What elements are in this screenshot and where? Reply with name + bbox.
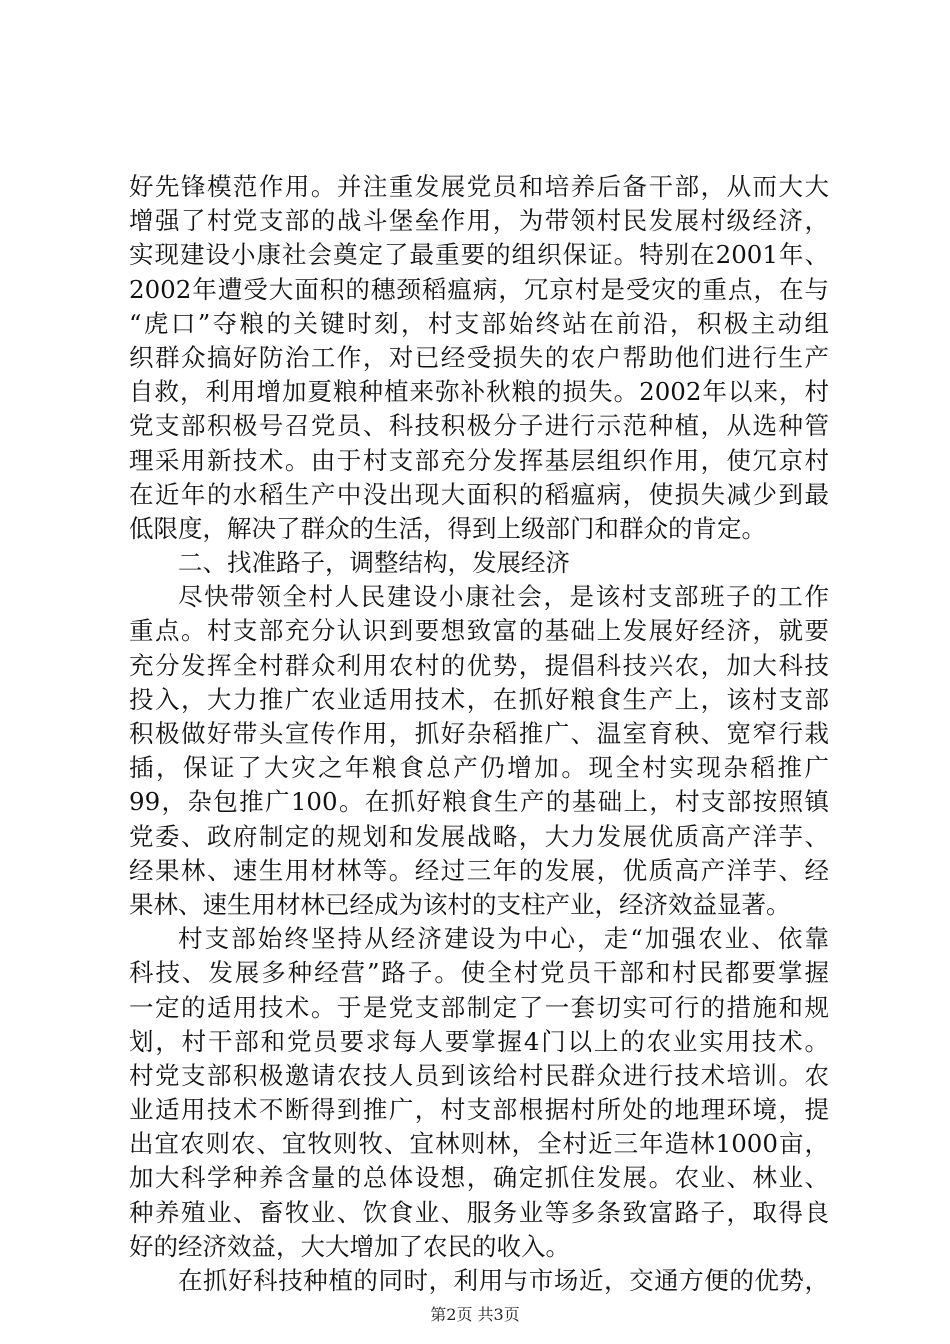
text-line: 好先锋模范作用。并注重发展党员和培养后备干部，从而大大 [129, 172, 829, 201]
text-line: 99，杂包推广100。在抓好粮食生产的基础上，村支部按照镇 [129, 787, 829, 817]
text-line: 经果林、速生用材林等。经过三年的发展，优质高产洋芋、经 [129, 855, 829, 885]
text-line: 村党支部积极邀请农技人员到该给村民群众进行技术培训。农 [129, 1060, 829, 1090]
text-line: 加大科学种养含量的总体设想，确定抓住发展。农业、林业、 [129, 1163, 829, 1193]
text-line: 自救，利用增加夏粮种植来弥补秋粮的损失。2002年以来，村 [129, 377, 829, 407]
text-line: 尽快带领全村人民建设小康社会，是该村支部班子的工作 [178, 582, 829, 612]
text-line: 充分发挥全村群众利用农村的优势，提倡科技兴农，加大科技 [129, 650, 829, 680]
text-line: 科技、发展多种经营”路子。使全村党员干部和村民都要掌握 [129, 958, 829, 988]
document-body [129, 170, 829, 1298]
text-line: 业适用技术不断得到推广，村支部根据村所处的地理环境，提 [129, 1095, 829, 1125]
text-line: 党支部积极号召党员、科技积极分子进行示范种植，从选种管 [129, 411, 829, 441]
page-footer: 第2页 共3页 [430, 1305, 520, 1324]
text-line: 插，保证了大灾之年粮食总产仍增加。现全村实现杂稻推广 [129, 753, 829, 783]
text-line: 一定的适用技术。于是党支部制定了一套切实可行的措施和规 [129, 992, 829, 1022]
text-line: 党委、政府制定的规划和发展战略，大力发展优质高产洋芋、 [129, 821, 829, 851]
text-line: 低限度，解决了群众的生活，得到上级部门和群众的肯定。 [129, 513, 766, 543]
text-line: 实现建设小康社会奠定了最重要的组织保证。特别在2001年、 [129, 240, 829, 270]
text-line: 村支部始终坚持从经济建设为中心，走“加强农业、依靠 [178, 924, 829, 954]
text-line: 在近年的水稻生产中没出现大面积的稻瘟病，使损失减少到最 [129, 479, 829, 509]
text-line: 2002年遭受大面积的穗颈稻瘟病，冗京村是受灾的重点，在与 [129, 274, 829, 304]
text-line: 织群众搞好防治工作，对已经受损失的农户帮助他们进行生产 [129, 342, 829, 372]
text-line: 出宜农则农、宜牧则牧、宜林则林，全村近三年造林1000亩， [129, 1129, 829, 1159]
text-line: “虎口”夺粮的关键时刻，村支部始终站在前沿，积极主动组 [129, 308, 829, 338]
text-line: 果林、速生用材林已经成为该村的支柱产业，经济效益显著。 [129, 889, 791, 919]
text-line: 积极做好带头宣传作用，抓好杂稻推广、温室育秧、宽窄行栽 [129, 719, 829, 748]
text-line: 增强了村党支部的战斗堡垒作用，为带领村民发展村级经济， [129, 206, 829, 236]
text-line: 在抓好科技种植的同时，利用与市场近，交通方便的优势， [178, 1266, 829, 1295]
text-line: 二、找准路子，调整结构，发展经济 [178, 548, 570, 578]
text-line: 重点。村支部充分认识到要想致富的基础上发展好经济，就要 [129, 616, 829, 646]
text-line: 种养殖业、畜牧业、饮食业、服务业等多条致富路子，取得良 [129, 1197, 829, 1227]
text-line: 理采用新技术。由于村支部充分发挥基层组织作用，使冗京村 [129, 445, 829, 475]
text-line: 划，村干部和党员要求每人要掌握4门以上的农业实用技术。 [129, 1026, 829, 1056]
text-line: 投入，大力推广农业适用技术，在抓好粮食生产上，该村支部 [129, 684, 829, 714]
text-line: 好的经济效益，大大增加了农民的收入。 [129, 1231, 570, 1261]
